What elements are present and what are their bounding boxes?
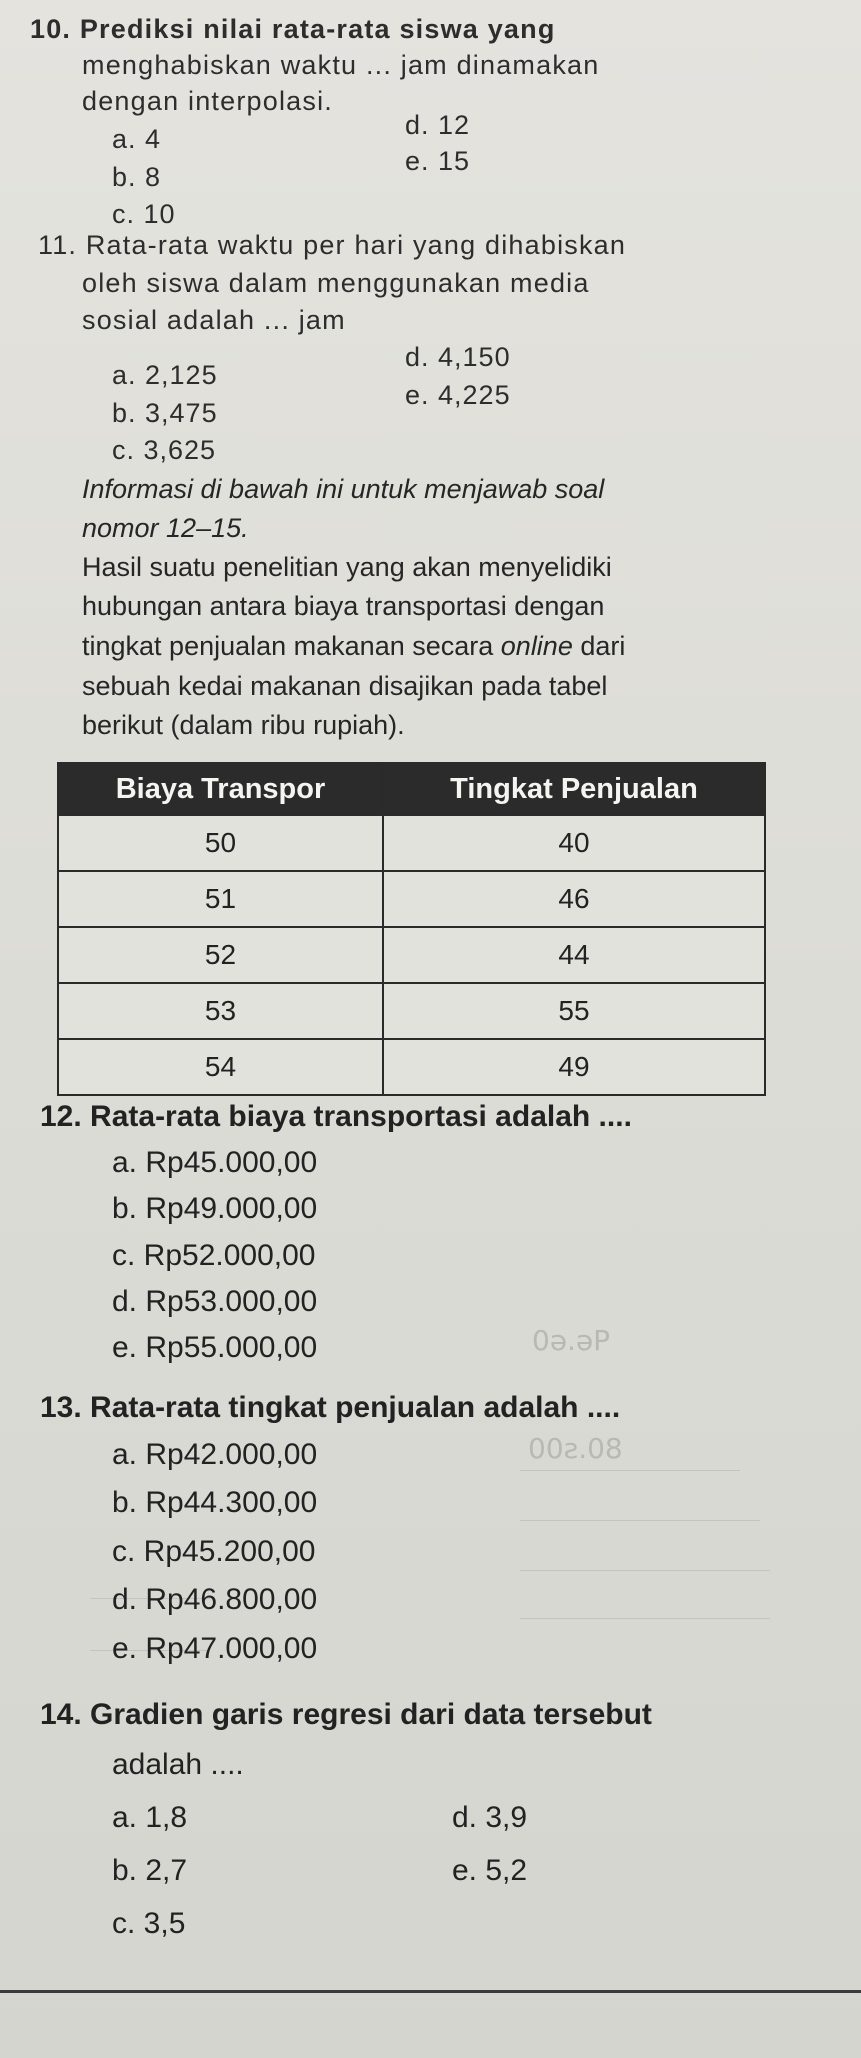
bleed-line — [520, 1618, 770, 1619]
q13-option-b: b. Rp44.300,00 — [112, 1486, 318, 1519]
info-line3: Hasil suatu penelitian yang akan menyelidiki — [82, 552, 612, 582]
q11-option-d: d. 4,150 — [405, 342, 511, 372]
q14-option-d: d. 3,9 — [452, 1801, 528, 1834]
q13-stem: 13. Rata-rata tingkat penjualan adalah .... — [40, 1391, 621, 1424]
q13-option-d: d. Rp46.800,00 — [112, 1583, 318, 1616]
q14-option-a: a. 1,8 — [112, 1801, 188, 1834]
table-cell: 46 — [383, 871, 765, 927]
bleed-line — [520, 1570, 770, 1571]
table-row — [58, 815, 765, 871]
table-cell: 54 — [58, 1039, 383, 1095]
q14-option-e: e. 5,2 — [452, 1854, 528, 1887]
q11-stem-line2: oleh siswa dalam menggunakan media — [82, 268, 590, 298]
q12-option-b: b. Rp49.000,00 — [112, 1192, 318, 1225]
q10-option-b: b. 8 — [112, 162, 162, 192]
table-header-biaya: Biaya Transpor — [58, 763, 383, 815]
bleed-line — [520, 1470, 740, 1471]
info-line7: berikut (dalam ribu rupiah). — [82, 710, 405, 740]
q10-option-e: e. 15 — [405, 146, 471, 176]
info-line2: nomor 12–15. — [82, 513, 249, 543]
q10-option-a: a. 4 — [112, 124, 162, 154]
table-header-row — [58, 763, 765, 815]
q13-option-e: e. Rp47.000,00 — [112, 1632, 318, 1665]
table-cell: 50 — [58, 815, 383, 871]
q10-option-c: c. 10 — [112, 199, 176, 229]
table-cell: 49 — [383, 1039, 765, 1095]
q10-stem-line3: dengan interpolasi. — [82, 86, 333, 116]
data-table — [57, 762, 766, 1096]
online-word: online — [500, 631, 573, 661]
q12-stem: 12. Rata-rata biaya transportasi adalah .... — [40, 1100, 632, 1133]
q11-option-a: a. 2,125 — [112, 360, 218, 390]
q10-option-d: d. 12 — [405, 110, 471, 140]
q13-option-c: c. Rp45.200,00 — [112, 1535, 316, 1568]
table-cell: 52 — [58, 927, 383, 983]
info-line5: tingkat penjualan makanan secara online dari — [82, 631, 626, 661]
q14-option-c: c. 3,5 — [112, 1907, 186, 1940]
q10-stem-line2: menghabiskan waktu ... jam dinamakan — [82, 50, 600, 80]
q11-option-c: c. 3,625 — [112, 435, 217, 465]
q11-stem-line3: sosial adalah ... jam — [82, 305, 346, 335]
q13-option-a: a. Rp42.000,00 — [112, 1438, 318, 1471]
table-cell: 40 — [383, 815, 765, 871]
table-row — [58, 871, 765, 927]
table-header-penjualan: Tingkat Penjualan — [383, 763, 765, 815]
table-row — [58, 927, 765, 983]
bleed-through-text-1: 0ə.əP — [532, 1324, 611, 1357]
info-line6: sebuah kedai makanan disajikan pada tabel — [82, 671, 608, 701]
table-row — [58, 983, 765, 1039]
bleed-line — [520, 1520, 760, 1521]
q11-option-e: e. 4,225 — [405, 380, 511, 410]
bleed-through-text-2: 00ƨ.08 — [528, 1432, 623, 1465]
q11-option-b: b. 3,475 — [112, 398, 218, 428]
table-cell: 51 — [58, 871, 383, 927]
q12-option-d: d. Rp53.000,00 — [112, 1285, 318, 1318]
q12-option-a: a. Rp45.000,00 — [112, 1146, 318, 1179]
table-row — [58, 1039, 765, 1095]
q14-stem-line1: 14. Gradien garis regresi dari data tersebut — [40, 1698, 652, 1731]
info-line1: Informasi di bawah ini untuk menjawab soal — [82, 474, 605, 504]
q12-option-c: c. Rp52.000,00 — [112, 1239, 316, 1272]
table-cell: 44 — [383, 927, 765, 983]
q11-stem-line1: 11. Rata-rata waktu per hari yang dihabiskan — [38, 230, 627, 260]
bottom-divider — [0, 1990, 861, 1993]
q14-stem-line2: adalah .... — [112, 1748, 244, 1781]
info-line4: hubungan antara biaya transportasi dengan — [82, 591, 605, 621]
q10-stem-line1: 10. Prediksi nilai rata-rata siswa yang — [30, 14, 556, 44]
q12-option-e: e. Rp55.000,00 — [112, 1331, 318, 1364]
q14-option-b: b. 2,7 — [112, 1854, 188, 1887]
table-cell: 53 — [58, 983, 383, 1039]
table-cell: 55 — [383, 983, 765, 1039]
